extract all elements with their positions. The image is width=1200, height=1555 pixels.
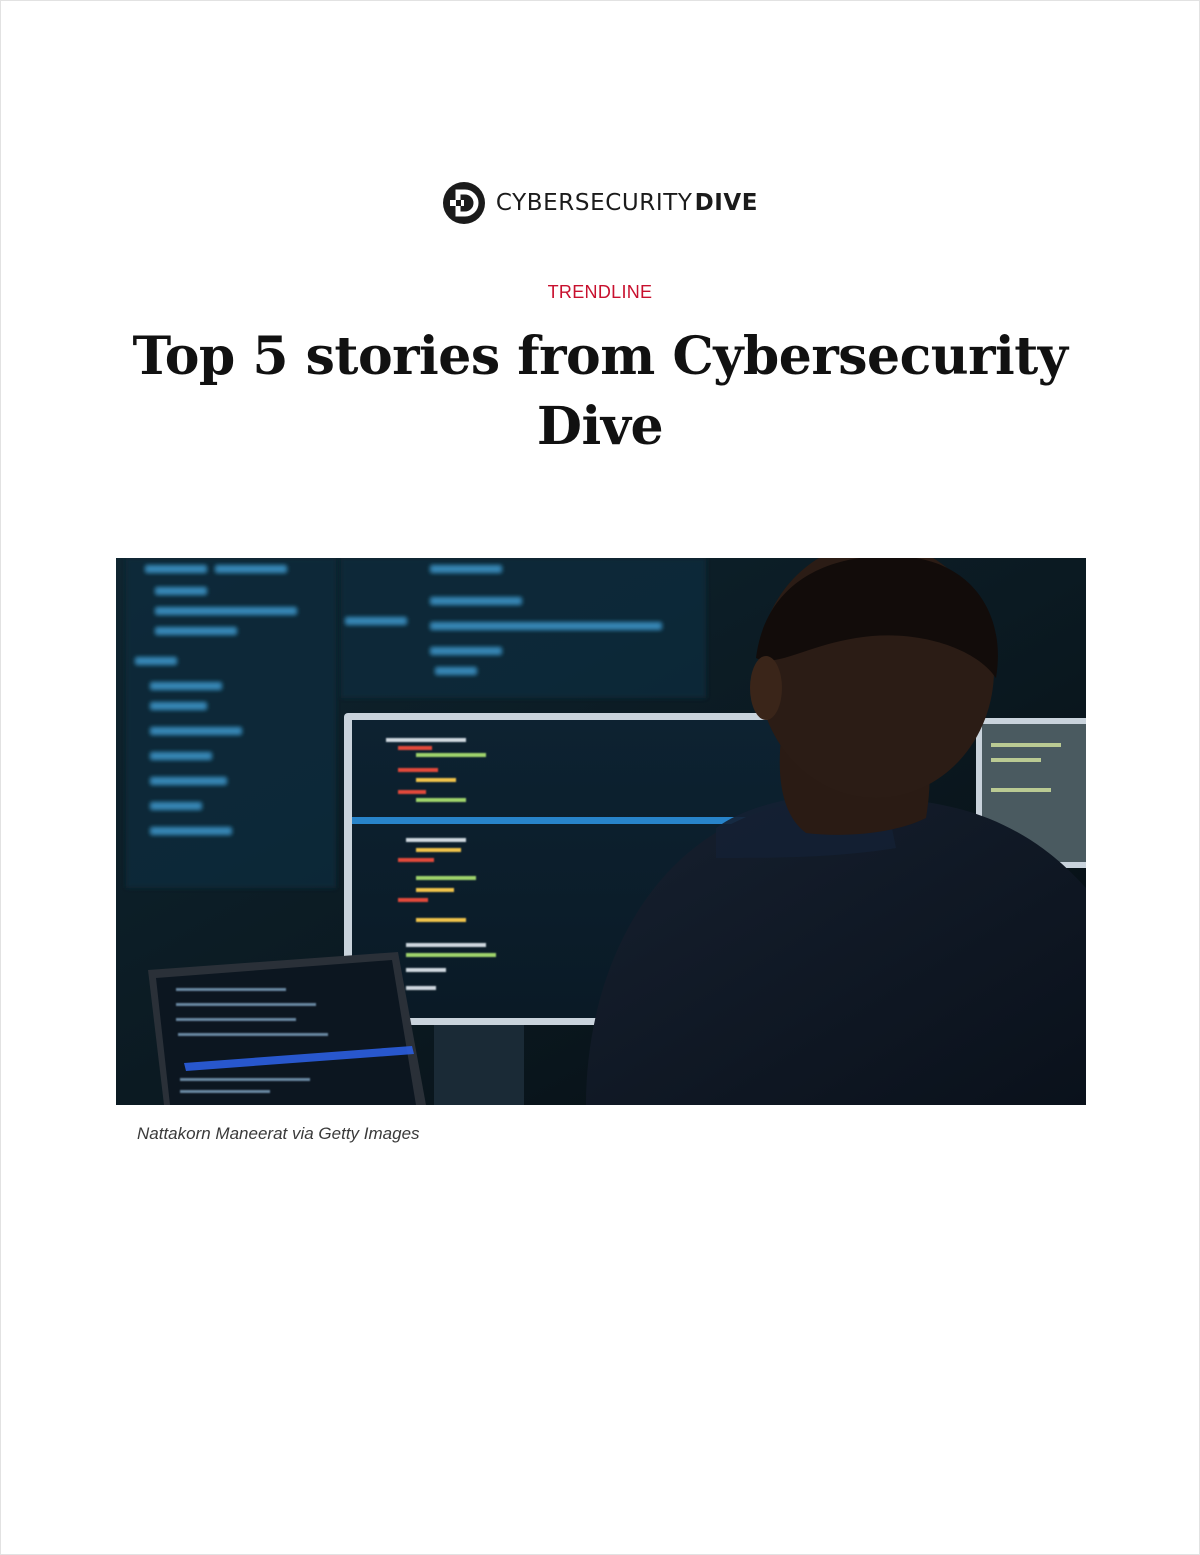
brand-header[interactable] <box>0 181 1200 225</box>
section-kicker[interactable]: TRENDLINE <box>547 282 653 302</box>
brand-name-bold: DIVE <box>694 190 759 216</box>
brand-wordmark <box>496 190 758 216</box>
hero-photo <box>116 558 1086 1105</box>
article-title: Top 5 stories from Cybersecurity Dive <box>132 326 1068 457</box>
dive-logo-icon <box>442 181 486 225</box>
brand-name-light: CYBERSECURITY <box>495 190 693 216</box>
photo-caption: Nattakorn Maneerat via Getty Images <box>137 1124 420 1143</box>
